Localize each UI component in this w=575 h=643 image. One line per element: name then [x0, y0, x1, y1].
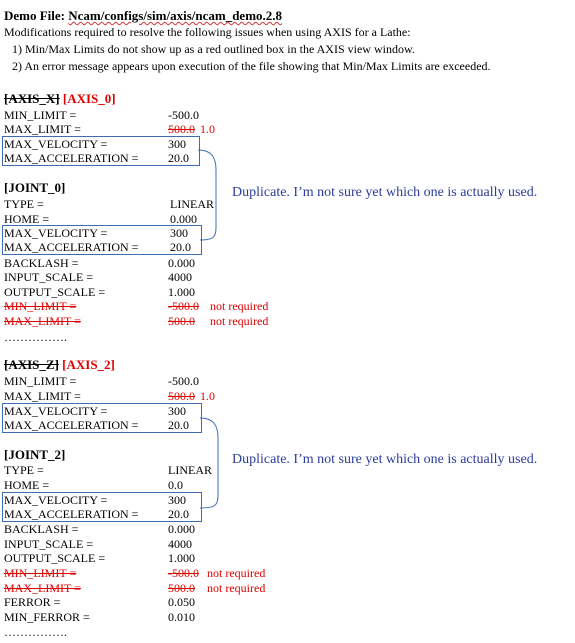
joint-2-output-scale-value: 1.000	[168, 551, 195, 565]
axis-0-max-accel-value: 20.0	[168, 151, 189, 165]
joint-2-max-limit-note: not required	[207, 581, 266, 595]
axis-0-max-velocity-key: MAX_VELOCITY =	[4, 137, 108, 151]
axis-2-max-accel-value: 20.0	[168, 418, 189, 432]
joint-2-min-ferror-value: 0.010	[168, 610, 195, 624]
joint-2-max-velocity-value: 300	[168, 493, 186, 507]
joint-0-max-limit-note: not required	[210, 314, 269, 328]
joint-0-type-key: TYPE =	[4, 197, 44, 211]
section-1-bracket	[198, 150, 216, 240]
joint-2-input-scale-key: INPUT_SCALE =	[4, 537, 94, 551]
section-2-duplicate-note: Duplicate. I’m not sure yet which one is actually used.	[232, 452, 538, 467]
joint-0-input-scale-value: 4000	[168, 270, 192, 284]
joint-2-max-limit-key: MAX_LIMIT =	[4, 581, 81, 595]
axis-0-max-limit-new-value: 1.0	[200, 122, 215, 136]
section-1-duplicate-note: Duplicate. I’m not sure yet which one is actually used.	[232, 185, 538, 200]
axis-x-old-label: [AXIS_X]	[4, 91, 60, 106]
joint-0-output-scale-key: OUTPUT_SCALE =	[4, 285, 106, 299]
axis-2-max-limit-old-value: 500.0	[168, 389, 195, 403]
joint-2-home-value: 0.0	[168, 478, 183, 492]
joint-0-home-key: HOME =	[4, 212, 50, 226]
axis-0-max-limit-old-value: 500.0	[168, 122, 195, 136]
section-1-ellipsis: …………….	[4, 330, 67, 344]
joint-2-type-key: TYPE =	[4, 463, 44, 477]
joint-0-input-scale-key: INPUT_SCALE =	[4, 270, 94, 284]
joint-2-backlash-key: BACKLASH =	[4, 522, 79, 536]
joint-0-home-value: 0.000	[170, 212, 197, 226]
axis-2-max-limit-key: MAX_LIMIT =	[4, 389, 81, 403]
axis-2-max-accel-key: MAX_ACCELERATION =	[4, 418, 139, 432]
axis-0-min-limit-key: MIN_LIMIT =	[4, 108, 77, 122]
title-prefix: Demo File:	[4, 8, 66, 23]
joint-0-max-accel-value: 20.0	[170, 240, 191, 254]
joint-0-min-limit-note: not required	[210, 299, 269, 313]
axis-0-new-label: [AXIS_0]	[62, 91, 116, 106]
joint-0-max-limit-key: MAX_LIMIT =	[4, 314, 81, 328]
axis-0-min-limit-value: -500.0	[168, 108, 199, 122]
joint-0-type-value: LINEAR	[170, 197, 214, 211]
axis-0-max-limit-key: MAX_LIMIT =	[4, 122, 81, 136]
joint-2-max-velocity-key: MAX_VELOCITY =	[4, 493, 108, 507]
axis-0-max-velocity-value: 300	[168, 137, 186, 151]
joint-0-max-velocity-key: MAX_VELOCITY =	[4, 226, 108, 240]
joint-2-min-limit-value: -500.0	[168, 566, 199, 580]
joint-2-backlash-value: 0.000	[168, 522, 195, 536]
joint-2-ferror-value: 0.050	[168, 595, 195, 609]
joint-2-min-limit-note: not required	[207, 566, 266, 580]
joint-0-heading: [JOINT_0]	[4, 180, 66, 195]
joint-2-max-accel-key: MAX_ACCELERATION =	[4, 507, 139, 521]
section-2-ellipsis: …………….	[4, 625, 67, 639]
joint-0-min-limit-value: -500.0	[168, 299, 199, 313]
axis-2-min-limit-key: MIN_LIMIT =	[4, 374, 77, 388]
joint-0-output-scale-value: 1.000	[168, 285, 195, 299]
joint-0-max-limit-value: 500.0	[168, 314, 195, 328]
joint-2-type-value: LINEAR	[168, 463, 212, 477]
joint-0-max-velocity-value: 300	[170, 226, 188, 240]
axis-2-min-limit-value: -500.0	[168, 374, 199, 388]
issue-2: 2) An error message appears upon execution of the file showing that Min/Max Limits are exceeded.	[12, 59, 491, 73]
joint-2-min-limit-key: MIN_LIMIT =	[4, 566, 77, 580]
joint-0-backlash-key: BACKLASH =	[4, 256, 79, 270]
joint-2-max-limit-value: 500.0	[168, 581, 195, 595]
joint-2-max-accel-value: 20.0	[168, 507, 189, 521]
section-2-bracket	[200, 418, 218, 508]
issue-1: 1) Min/Max Limits do not show up as a red outlined box in the AXIS view window.	[12, 42, 415, 56]
axis-2-max-limit-new-value: 1.0	[200, 389, 215, 403]
joint-0-min-limit-key: MIN_LIMIT =	[4, 299, 77, 313]
intro-text: Modifications required to resolve the following issues when using AXIS for a Lathe:	[4, 25, 411, 39]
joint-2-output-scale-key: OUTPUT_SCALE =	[4, 551, 106, 565]
joint-2-min-ferror-key: MIN_FERROR =	[4, 610, 90, 624]
axis-2-max-velocity-key: MAX_VELOCITY =	[4, 404, 108, 418]
axis-2-new-label: [AXIS_2]	[62, 357, 115, 372]
joint-0-max-accel-key: MAX_ACCELERATION =	[4, 240, 139, 254]
axis-z-old-label: [AXIS_Z]	[4, 357, 59, 372]
axis-0-max-accel-key: MAX_ACCELERATION =	[4, 151, 139, 165]
joint-2-heading: [JOINT_2]	[4, 447, 66, 462]
joint-2-ferror-key: FERROR =	[4, 595, 61, 609]
axis-2-max-velocity-value: 300	[168, 404, 186, 418]
joint-2-home-key: HOME =	[4, 478, 50, 492]
title-path: Ncam/configs/sim/axis/ncam_demo.2.8	[68, 8, 283, 23]
joint-0-backlash-value: 0.000	[168, 256, 195, 270]
joint-2-input-scale-value: 4000	[168, 537, 192, 551]
